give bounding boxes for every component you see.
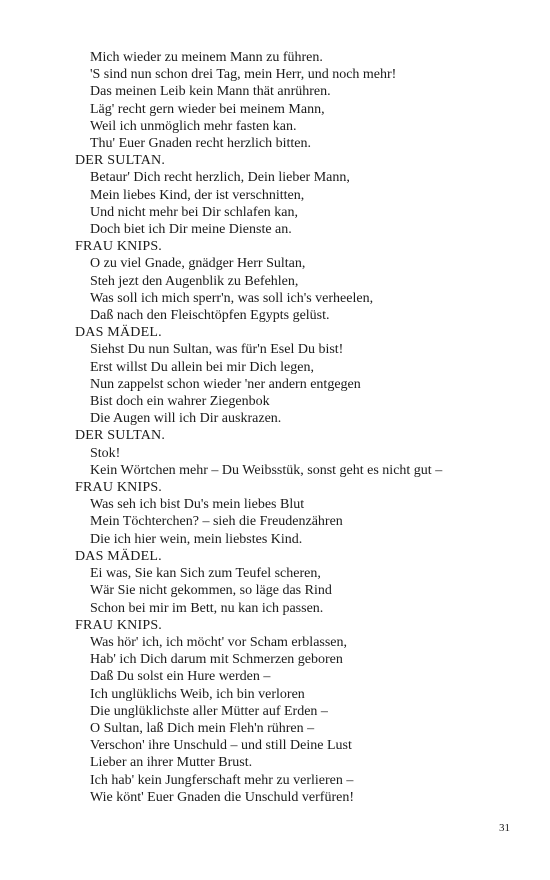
verse-line: Steh jezt den Augenblik zu Befehlen, <box>90 273 299 289</box>
speaker-name: DAS MÄDEL. <box>75 325 162 341</box>
verse-line: Stok! <box>90 445 121 461</box>
play-text-block <box>75 49 535 806</box>
verse-line: Hab' ich Dich darum mit Schmerzen geboren <box>90 652 343 668</box>
verse-line: Mein liebes Kind, der ist verschnitten, <box>90 187 305 203</box>
verse-line: Mich wieder zu meinem Mann zu führen. <box>90 50 323 65</box>
verse-line: Lieber an ihrer Mutter Brust. <box>90 755 253 771</box>
verse-line: Verschon' ihre Unschuld – und still Deine Lust <box>90 738 352 754</box>
verse-line: Mein Töchterchen? – sieh die Freudenzähren <box>90 514 343 530</box>
speaker-name: FRAU KNIPS. <box>75 617 162 633</box>
verse-line: Das meinen Leib kein Mann thät anrühren. <box>90 84 331 100</box>
speaker-name: DER SULTAN. <box>75 153 166 169</box>
verse-line: Was soll ich mich sperr'n, was soll ich's verheelen, <box>90 290 374 306</box>
verse-line: Was hör' ich, ich möcht' vor Scham erblassen, <box>90 634 348 650</box>
speaker-name: DER SULTAN. <box>75 428 166 444</box>
speaker-name: DAS MÄDEL. <box>75 548 162 564</box>
speaker-name: FRAU KNIPS. <box>75 239 162 255</box>
verse-line: Siehst Du nun Sultan, was für'n Esel Du bist! <box>90 342 344 358</box>
verse-line: Was seh ich bist Du's mein liebes Blut <box>90 497 305 513</box>
verse-line: Läg' recht gern wieder bei meinem Mann, <box>90 101 325 117</box>
verse-line: Kein Wörtchen mehr – Du Weibsstük, sonst geht es nicht gut – <box>90 462 443 478</box>
verse-line: Doch biet ich Dir meine Dienste an. <box>90 222 292 238</box>
page-number: 31 <box>499 822 510 834</box>
verse-line: Wär Sie nicht gekommen, so läge das Rind <box>90 583 332 599</box>
verse-line: Ich unglüklichs Weib, ich bin verloren <box>90 686 305 702</box>
verse-line: Ich hab' kein Jungferschaft mehr zu verlieren – <box>90 772 354 788</box>
verse-line: Schon bei mir im Bett, nu kan ich passen. <box>90 600 324 616</box>
verse-line: Daß nach den Fleischtöpfen Egypts gelüst. <box>90 308 330 324</box>
verse-line: 'S sind nun schon drei Tag, mein Herr, und noch mehr! <box>90 67 397 83</box>
verse-line: O zu viel Gnade, gnädger Herr Sultan, <box>90 256 306 272</box>
verse-line: Erst willst Du allein bei mir Dich legen, <box>90 359 314 375</box>
verse-line: O Sultan, laß Dich mein Fleh'n rühren – <box>90 720 315 736</box>
speaker-name: FRAU KNIPS. <box>75 480 162 496</box>
verse-line: Betaur' Dich recht herzlich, Dein lieber Mann, <box>90 170 350 186</box>
verse-line: Wie könt' Euer Gnaden die Unschuld verfüren! <box>90 789 354 805</box>
verse-line: Weil ich unmöglich mehr fasten kan. <box>90 118 297 134</box>
verse-line: Bist doch ein wahrer Ziegenbok <box>90 394 270 410</box>
verse-line: Die ich hier wein, mein liebstes Kind. <box>90 531 303 547</box>
verse-line: Daß Du solst ein Hure werden – <box>90 669 271 685</box>
verse-line: Die unglüklichste aller Mütter auf Erden – <box>90 703 328 719</box>
verse-line: Nun zappelst schon wieder 'ner andern entgegen <box>90 376 361 392</box>
verse-line: Ei was, Sie kan Sich zum Teufel scheren, <box>90 566 321 582</box>
verse-line: Thu' Euer Gnaden recht herzlich bitten. <box>90 136 311 152</box>
verse-line: Und nicht mehr bei Dir schlafen kan, <box>90 204 298 220</box>
verse-line: Die Augen will ich Dir auskrazen. <box>90 411 282 427</box>
